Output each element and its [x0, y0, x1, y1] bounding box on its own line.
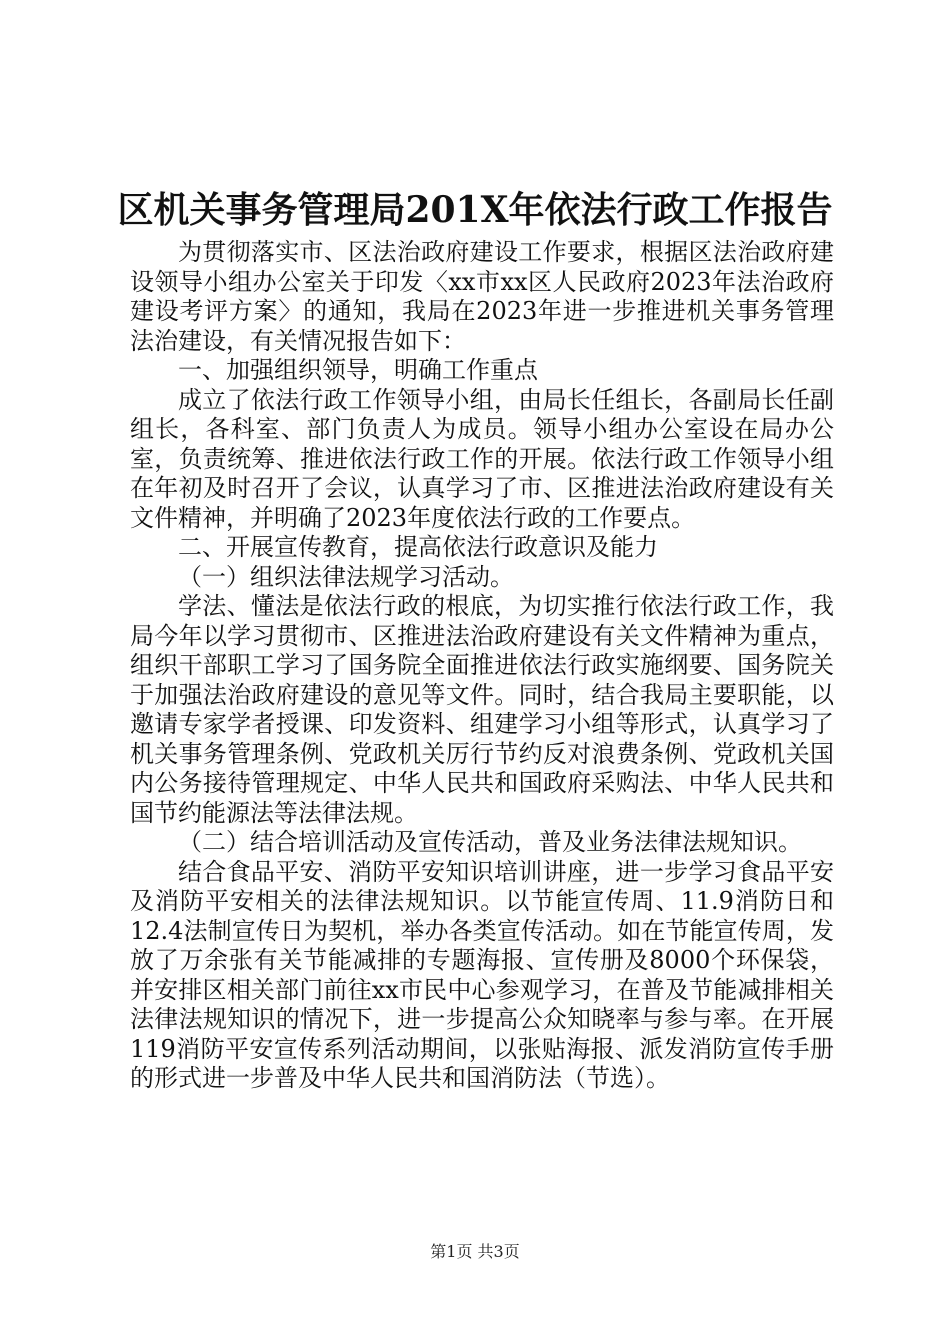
document-title: 区机关事务管理局201X年依法行政工作报告 [117, 189, 833, 231]
page-footer: 第1页 共3页 [430, 1242, 520, 1261]
section-heading-1: 一、加强组织领导，明确工作重点 [178, 356, 538, 384]
document-body [130, 238, 834, 1094]
paragraph-intro: 为贯彻落实市、区法治政府建设工作要求，根据区法治政府建设领导小组办公室关于印发〈xx市xx区人民政府2023年法治政府建设考评方案〉的通知，我局在2023年进一步推进机关事务管理法治建设，有关情况报告如下： [130, 238, 834, 355]
paragraph-section-1: 成立了依法行政工作领导小组，由局长任组长，各副局长任副组长，各科室、部门负责人为成员。领导小组办公室设在局办公室，负责统筹、推进依法行政工作的开展。依法行政工作领导小组在年初及时召开了会议，认真学习了市、区推进法治政府建设有关文件精神，并明确了2023年度依法行政的工作要点。 [130, 385, 834, 532]
section-heading-2: 二、开展宣传教育，提高依法行政意识及能力 [178, 533, 658, 561]
paragraph-subsection-2: 结合食品平安、消防平安知识培训讲座，进一步学习食品平安及消防平安相关的法律法规知识。以节能宣传周、11.9消防日和12.4法制宣传日为契机，举办各类宣传活动。如在节能宣传周，发放了万余张有关节能减排的专题海报、宣传册及8000个环保袋，并安排区相关部门前往xx市民中心参观学习，在普及节能减排相关法律法规知识的情况下，进一步提高公众知晓率与参与率。在开展119消防平安宣传系列活动期间，以张贴海报、派发消防宣传手册的形式进一步普及中华人民共和国消防法（节选）。 [130, 857, 834, 1092]
subsection-heading-1: （一）组织法律法规学习活动。 [178, 562, 514, 591]
paragraph-subsection-1: 学法、懂法是依法行政的根底，为切实推行依法行政工作，我局今年以学习贯彻市、区推进法治政府建设有关文件精神为重点，组织干部职工学习了国务院全面推进依法行政实施纲要、国务院关于加强法治政府建设的意见等文件。同时，结合我局主要职能，以邀请专家学者授课、印发资料、组建学习小组等形式，认真学习了机关事务管理条例、党政机关厉行节约反对浪费条例、党政机关国内公务接待管理规定、中华人民共和国政府采购法、中华人民共和国节约能源法等法律法规。 [130, 592, 834, 827]
subsection-heading-2: （二）结合培训活动及宣传活动，普及业务法律法规知识。 [178, 828, 802, 856]
